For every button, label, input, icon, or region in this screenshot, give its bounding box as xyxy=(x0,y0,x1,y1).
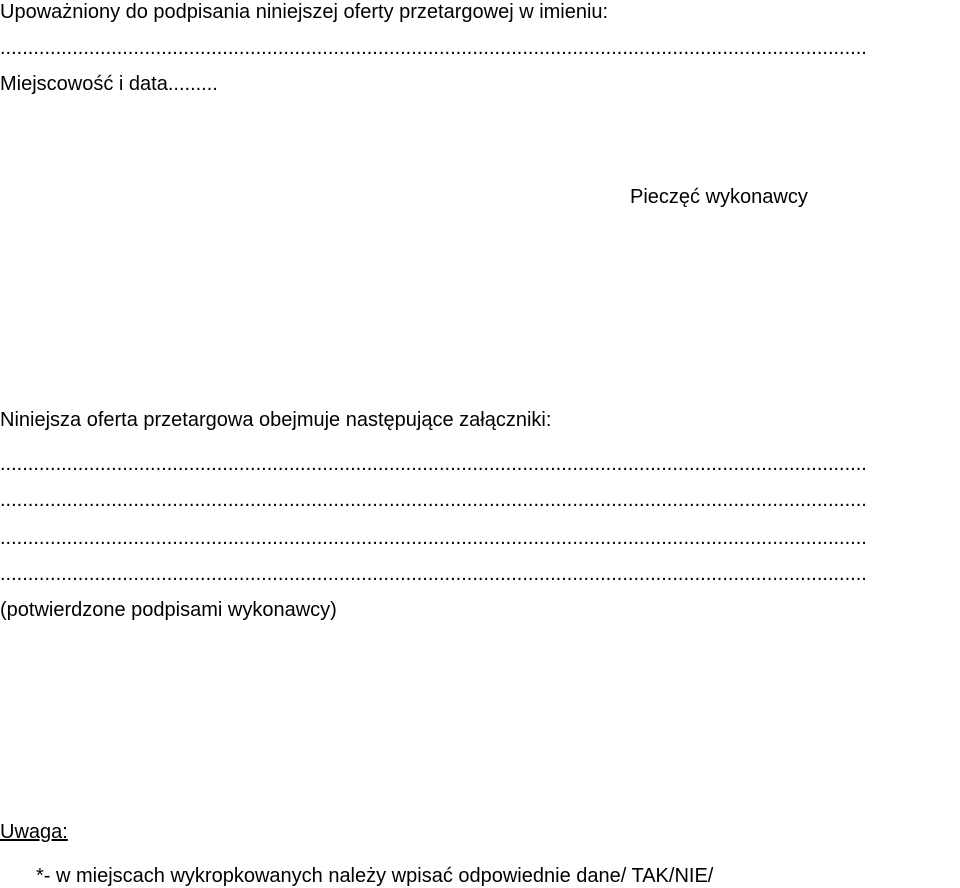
authorized-signatory-fill-line: ............................................................................................................................................................ xyxy=(0,37,867,59)
attachment-fill-line-3: ............................................................................................................................................................ xyxy=(0,527,867,549)
note-heading: Uwaga: xyxy=(0,821,68,843)
signature-confirmation-note: (potwierdzone podpisami wykonawcy) xyxy=(0,599,337,621)
contractor-stamp-label: Pieczęć wykonawcy xyxy=(630,186,808,208)
attachment-fill-line-4: ............................................................................................................................................................ xyxy=(0,563,867,585)
attachments-label: Niniejsza oferta przetargowa obejmuje następujące załączniki: xyxy=(0,409,552,431)
attachment-fill-line-1: ............................................................................................................................................................ xyxy=(0,453,867,475)
note-body: *- w miejscach wykropkowanych należy wpisać odpowiednie dane/ TAK/NIE/ xyxy=(36,865,714,887)
place-and-date-field: Miejscowość i data......... xyxy=(0,73,218,95)
authorized-signatory-label: Upoważniony do podpisania niniejszej oferty przetargowej w imieniu: xyxy=(0,1,609,23)
attachment-fill-line-2: ............................................................................................................................................................ xyxy=(0,489,867,511)
